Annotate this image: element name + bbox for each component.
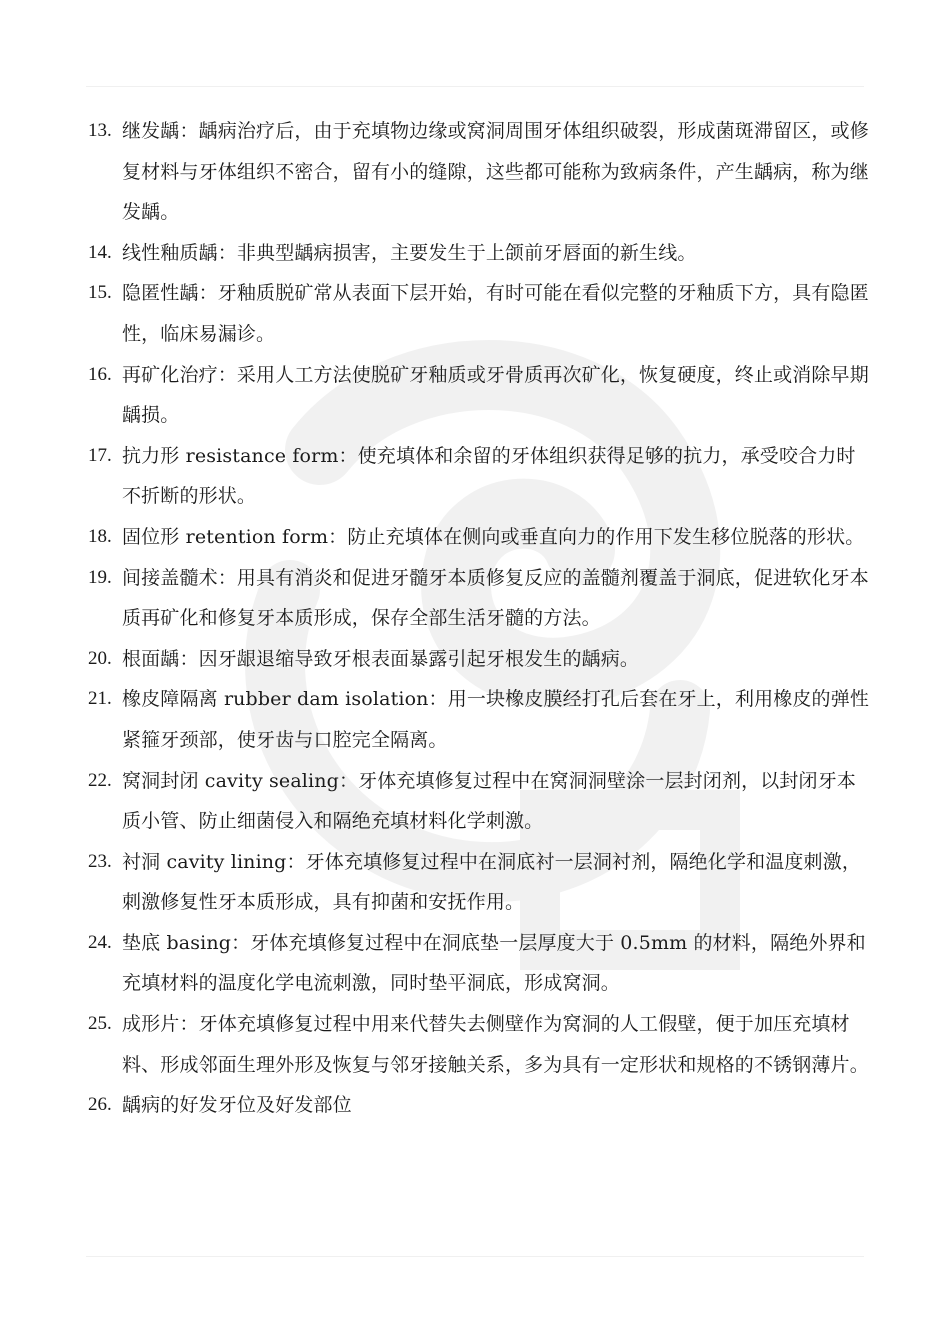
item-text: 再矿化治疗：采用人工方法使脱矿牙釉质或牙骨质再次矿化，恢复硬度，终止或消除早期龋损。 — [122, 363, 869, 427]
list-item — [88, 761, 870, 842]
item-text: 线性釉质龋：非典型龋病损害，主要发生于上颌前牙唇面的新生线。 — [122, 241, 697, 264]
item-text: 继发龋：龋病治疗后，由于充填物边缘或窝洞周围牙体组织破裂，形成菌斑滞留区，或修复材料与牙体组织不密合，留有小的缝隙，这些都可能称为致病条件，产生龋病，称为继发龋。 — [122, 120, 869, 224]
item-text: 垫底 basing：牙体充填修复过程中在洞底垫一层厚度大于 0.5mm 的材料，隔绝外界和充填材料的温度化学电流刺激，同时垫平洞底，形成窝洞。 — [122, 931, 866, 995]
item-number: 15. — [88, 282, 112, 304]
item-text: 橡皮障隔离 rubber dam isolation：用一块橡皮膜经打孔后套在牙上，利用橡皮的弹性紧箍牙颈部，使牙齿与口腔完全隔离。 — [122, 688, 870, 751]
item-text: 间接盖髓术：用具有消炎和促进牙髓牙本质修复反应的盖髓剂覆盖于洞底，促进软化牙本质再矿化和修复牙本质形成，保存全部生活牙髓的方法。 — [122, 566, 869, 630]
header-rule — [86, 86, 864, 87]
item-text: 抗力形 resistance form：使充填体和余留的牙体组织获得足够的抗力，承受咬合力时不折断的形状。 — [122, 444, 856, 508]
item-text: 根面龋：因牙龈退缩导致牙根表面暴露引起牙根发生的龋病。 — [122, 647, 640, 670]
list-item — [88, 923, 870, 1004]
item-number: 20. — [88, 647, 112, 669]
item-text: 成形片：牙体充填修复过程中用来代替失去侧壁作为窝洞的人工假壁，便于加压充填材料、形成邻面生理外形及恢复与邻牙接触关系，多为具有一定形状和规格的不锈钢薄片。 — [122, 1013, 869, 1076]
list-item — [88, 558, 870, 639]
item-number: 18. — [88, 525, 112, 547]
list-item — [88, 273, 870, 354]
item-number: 22. — [88, 769, 112, 791]
list-item — [88, 842, 870, 923]
document-body — [88, 111, 870, 1126]
item-number: 17. — [88, 444, 112, 466]
item-number: 26. — [88, 1094, 112, 1116]
item-number: 13. — [88, 120, 112, 141]
item-text: 衬洞 cavity lining：牙体充填修复过程中在洞底衬一层洞衬剂，隔绝化学和温度刺激，刺激修复性牙本质形成，具有抑菌和安抚作用。 — [122, 850, 861, 914]
list-item — [88, 517, 870, 558]
item-text: 窝洞封闭 cavity sealing：牙体充填修复过程中在窝洞洞壁涂一层封闭剂，以封闭牙本质小管、防止细菌侵入和隔绝充填材料化学刺激。 — [122, 769, 857, 833]
item-number: 25. — [88, 1013, 112, 1035]
list-item — [88, 679, 870, 760]
list-item — [88, 355, 870, 436]
item-number: 16. — [88, 363, 112, 385]
list-item — [88, 639, 870, 680]
list-item — [88, 1004, 870, 1085]
item-text: 龋病的好发牙位及好发部位 — [122, 1094, 352, 1117]
list-item — [88, 1085, 870, 1126]
footer-rule — [86, 1256, 864, 1257]
item-number: 21. — [88, 688, 112, 710]
item-text: 固位形 retention form：防止充填体在侧向或垂直向力的作用下发生移位脱落的形状。 — [122, 525, 865, 548]
item-number: 14. — [88, 241, 112, 263]
item-number: 19. — [88, 566, 112, 588]
item-number: 23. — [88, 850, 112, 872]
item-number: 24. — [88, 931, 112, 953]
list-item — [88, 111, 870, 233]
list-item — [88, 233, 870, 274]
item-text: 隐匿性龋：牙釉质脱矿常从表面下层开始，有时可能在看似完整的牙釉质下方，具有隐匿性，临床易漏诊。 — [122, 282, 869, 345]
list-item — [88, 436, 870, 517]
